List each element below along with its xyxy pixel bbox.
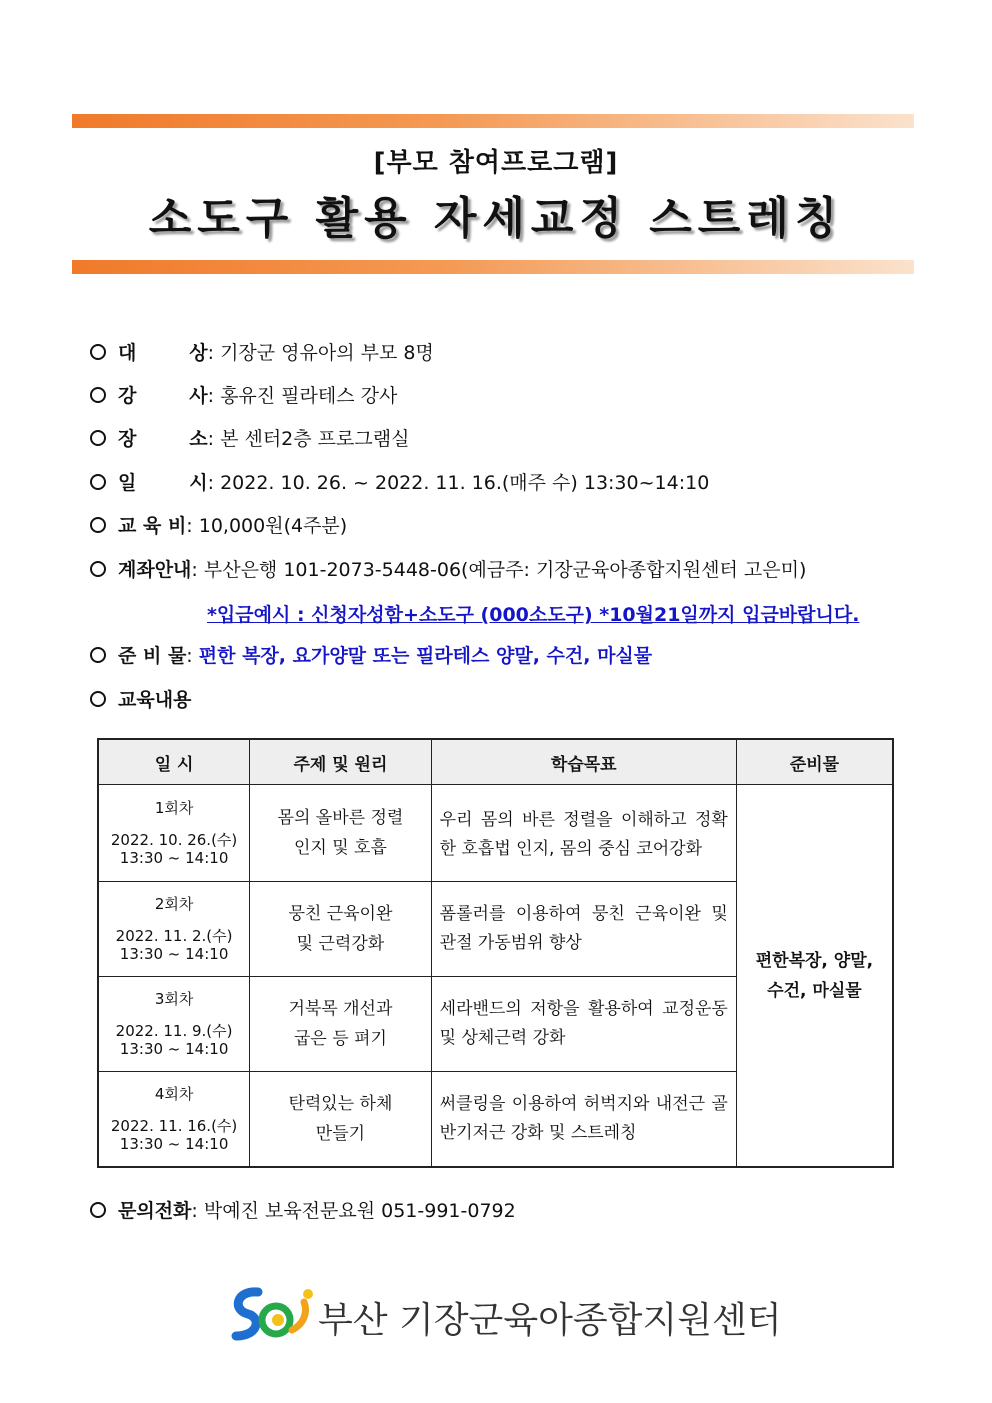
topic-line: 굽은 등 펴기 [293, 1029, 387, 1049]
session-time: 13:30 ~ 14:10 [119, 945, 229, 963]
circle-bullet-icon [90, 430, 106, 446]
info-label: 강 사 [118, 385, 208, 407]
goal-cell: 우리 몸의 바른 정렬을 이해하고 정확한 호흡법 인지, 몸의 중심 코어강화 [431, 785, 736, 882]
info-value: : 10,000원(4주분) [186, 515, 348, 537]
topic-line: 거북목 개선과 [288, 999, 393, 1019]
info-target [90, 340, 434, 366]
supplies-line: 편한복장, 양말, [755, 950, 874, 971]
info-supplies [90, 643, 652, 669]
info-fee [90, 513, 347, 539]
session-date: 2022. 11. 16.(수) [110, 1117, 238, 1135]
supplies-cell [736, 785, 893, 1168]
page-subtitle: [부모 참여프로그램] [373, 148, 619, 178]
info-label: 문의전화 [118, 1200, 192, 1222]
info-value: : 기장군 영유아의 부모 8명 [207, 342, 434, 364]
table-header-row [98, 739, 893, 785]
info-label: 준 비 물 [118, 645, 187, 667]
info-label: 교육내용 [118, 689, 192, 711]
info-label: 일 시 [118, 472, 208, 494]
info-date [90, 470, 709, 496]
session-cell [98, 1072, 250, 1168]
info-value: : 홍유진 필라테스 강사 [207, 385, 398, 407]
table-row [98, 785, 893, 882]
info-label: 장 소 [118, 428, 208, 450]
info-value: : 2022. 10. 26. ~ 2022. 11. 16.(매주 수) 13:30~14:10 [207, 472, 710, 494]
info-label: 계좌안내 [118, 559, 192, 581]
topic-cell [250, 1072, 432, 1168]
session-date: 2022. 11. 9.(수) [115, 1022, 233, 1040]
session-cell [98, 785, 250, 882]
info-label: 교 육 비 [118, 515, 187, 537]
topic-line: 및 근력강화 [296, 934, 385, 954]
circle-bullet-icon [90, 344, 106, 360]
topic-cell [250, 977, 432, 1072]
circle-bullet-icon [90, 1202, 106, 1218]
info-account [90, 557, 806, 583]
topic-line: 만들기 [315, 1124, 366, 1144]
info-value: : 박예진 보육전문요원 051-991-0792 [191, 1200, 516, 1222]
circle-bullet-icon [90, 561, 106, 577]
center-logo [228, 1284, 788, 1344]
info-instructor [90, 383, 397, 409]
center-logo-text: 부산 기장군육아종합지원센터 [318, 1300, 782, 1341]
circle-bullet-icon [90, 691, 106, 707]
session-number: 2회차 [154, 895, 194, 913]
info-contact [90, 1198, 516, 1224]
circle-bullet-icon [90, 474, 106, 490]
topic-line: 몸의 올바른 정렬 [277, 808, 404, 828]
column-header: 학습목표 [431, 739, 736, 785]
circle-bullet-icon [90, 517, 106, 533]
info-place [90, 426, 409, 452]
info-value: 편한 복장, 요가양말 또는 필라테스 양말, 수건, 마실물 [198, 645, 653, 667]
info-value: : 부산은행 101-2073-5448-06(예금주: 기장군육아종합지원센터 고은미) [191, 559, 807, 581]
session-date: 2022. 11. 2.(수) [115, 927, 233, 945]
topic-line: 탄력있는 하체 [288, 1094, 393, 1114]
session-time: 13:30 ~ 14:10 [119, 1040, 229, 1058]
center-logo-icon [228, 1284, 316, 1344]
education-schedule-table [97, 738, 894, 1168]
column-header: 주제 및 원리 [250, 739, 432, 785]
topic-line: 뭉친 근육이완 [288, 904, 393, 924]
topic-line: 인지 및 호흡 [293, 838, 387, 858]
topic-cell [250, 785, 432, 882]
info-colon: : [186, 645, 199, 667]
session-number: 1회차 [154, 799, 194, 817]
bottom-decorative-bar [72, 260, 914, 274]
column-header: 준비물 [736, 739, 893, 785]
info-value: : 본 센터2층 프로그램실 [207, 428, 410, 450]
supplies-line: 수건, 마실물 [767, 980, 862, 1001]
column-header: 일 시 [98, 739, 250, 785]
goal-cell: 폼롤러를 이용하여 뭉친 근육이완 및 관절 가동범위 향상 [431, 882, 736, 977]
session-time: 13:30 ~ 14:10 [119, 1135, 229, 1153]
session-cell [98, 882, 250, 977]
top-decorative-bar [72, 114, 914, 128]
circle-bullet-icon [90, 647, 106, 663]
session-cell [98, 977, 250, 1072]
session-number: 4회차 [154, 1085, 194, 1103]
topic-cell [250, 882, 432, 977]
session-time: 13:30 ~ 14:10 [119, 849, 229, 867]
session-date: 2022. 10. 26.(수) [110, 831, 238, 849]
info-label: 대 상 [118, 342, 208, 364]
session-number: 3회차 [154, 990, 194, 1008]
goal-cell: 세라밴드의 저항을 활용하여 교정운동 및 상체근력 강화 [431, 977, 736, 1072]
info-content [90, 687, 191, 713]
page-title: 소도구 활용 자세교정 스트레칭 [148, 193, 844, 244]
goal-cell: 써클링을 이용하여 허벅지와 내전근 골반기저근 강화 및 스트레칭 [431, 1072, 736, 1168]
circle-bullet-icon [90, 387, 106, 403]
deposit-note: *입금예시 : 신청자성함+소도구 (000소도구) *10월21일까지 입금바랍니다. [207, 604, 860, 626]
